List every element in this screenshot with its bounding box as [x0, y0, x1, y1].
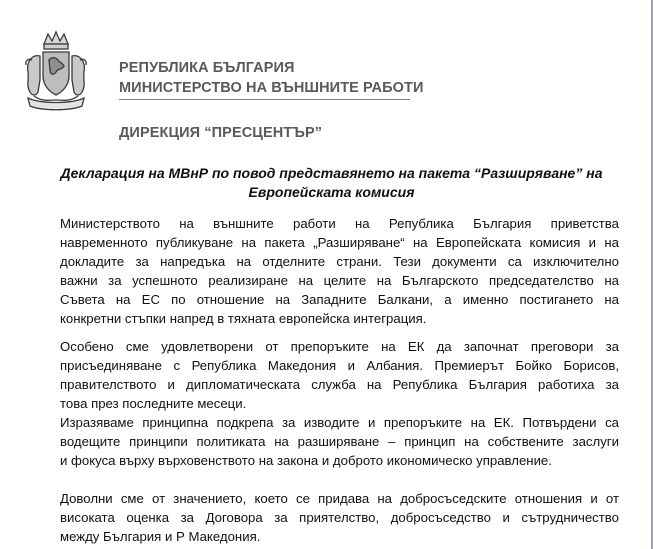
- directorate-name: ДИРЕКЦИЯ “ПРЕСЦЕНТЪР”: [119, 125, 323, 141]
- coat-of-arms-of-bulgaria-icon: [20, 30, 92, 116]
- paragraph-line: Особено сме удовлетворени от препоръките на ЕК да започнат преговори за: [60, 339, 619, 354]
- paragraph-line: Съвета на ЕС по отношение на Западните Балкани, а именно постигането на: [60, 292, 619, 307]
- paragraph-line: навременното публикуване на пакета „Разширяване“ на Европейската комисия и на: [60, 235, 619, 250]
- declaration-title: Декларация на МВнР по повод представянето на пакета “Разширяване” на Европейската комисия: [60, 165, 603, 200]
- paragraph-line: важни за успешното реализиране на целите на Българското председателство на: [60, 273, 619, 288]
- paragraph-line: между България и Р Македония.: [60, 529, 261, 544]
- paragraph-line: високата оценка за Договора за приятелство, добросъседство и сътрудничество: [60, 510, 619, 525]
- paragraph-3: [60, 413, 619, 470]
- paragraph-line: докладите за напредъка на отделните страни. Тези документи са изключително: [60, 254, 619, 269]
- paragraph-2: [60, 337, 619, 413]
- paragraph-line: конкретни стъпки напред в тяхната европейска интеграция.: [60, 311, 427, 326]
- paragraph-line: Министерството на външните работи на Република България приветства: [60, 216, 619, 231]
- paragraph-4: [60, 489, 619, 546]
- paragraph-1: [60, 214, 619, 328]
- header-divider: [119, 99, 410, 100]
- paragraph-line: Изразяваме принципна подкрепа за изводите и препоръките на ЕК. Потвърдени са: [60, 415, 619, 430]
- paragraph-line: водещите принципи политиката на разширяване – принцип на собствените заслуги: [60, 434, 619, 449]
- republic-name: РЕПУБЛИКА БЪЛГАРИЯ: [119, 60, 295, 76]
- ministry-name: МИНИСТЕРСТВО НА ВЪНШНИТЕ РАБОТИ: [119, 80, 424, 96]
- paragraph-line: и фокуса върху върховенството на закона и доброто икономическо управление.: [60, 453, 552, 468]
- paragraph-line: Доволни сме от значението, което се придава на добросъседските отношения и от: [60, 491, 619, 506]
- paragraph-line: това през последните месеци.: [60, 396, 247, 411]
- paragraph-line: правителството и дипломатическата служба на Република България работиха за: [60, 377, 619, 392]
- paragraph-line: присъединяване с Република Македония и Албания. Премиерът Бойко Борисов,: [60, 358, 619, 373]
